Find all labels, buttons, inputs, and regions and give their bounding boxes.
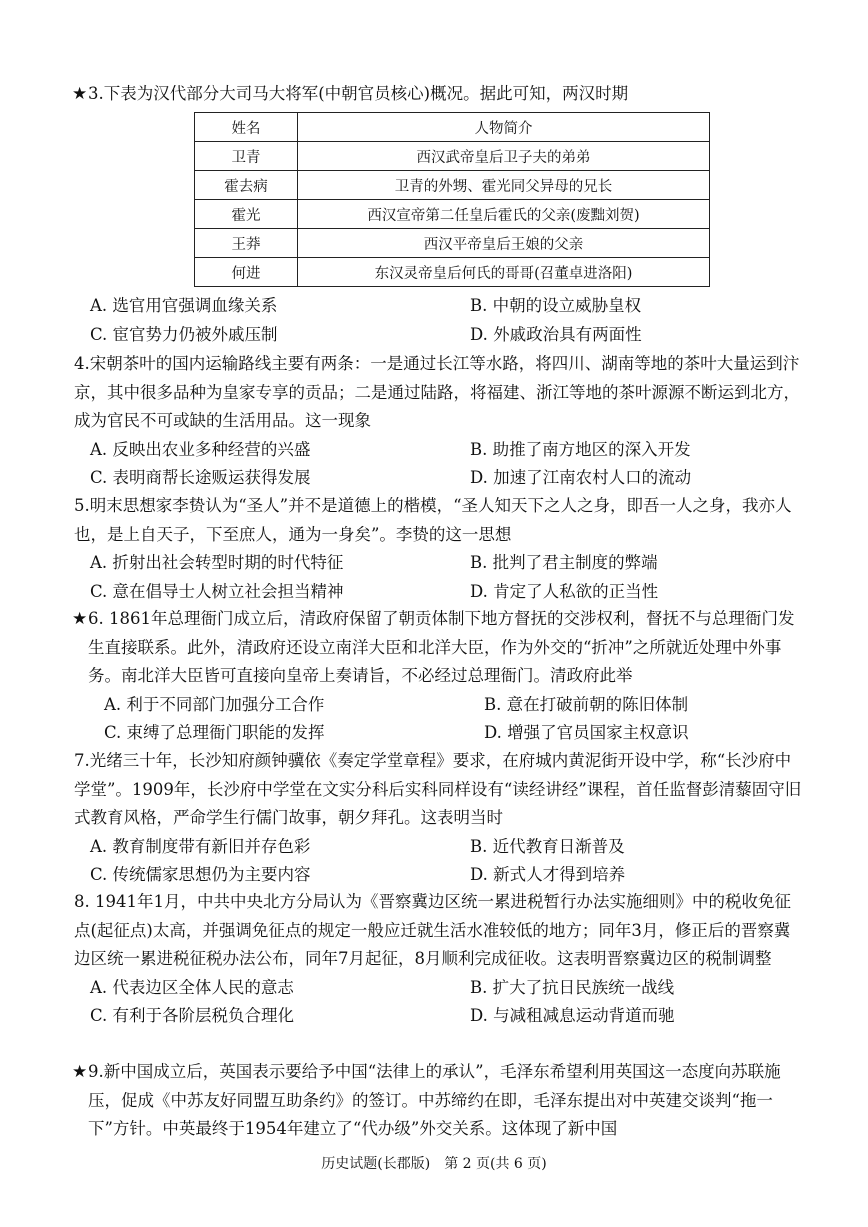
- option-d[interactable]: D. 加速了江南农村人口的流动: [470, 468, 692, 487]
- option-c[interactable]: C. 表明商帮长途贩运获得发展: [90, 468, 311, 487]
- option-d[interactable]: D. 外戚政治具有两面性: [470, 324, 642, 344]
- option-a[interactable]: A. 利于不同部门加强分工合作: [104, 694, 325, 714]
- table-row: [195, 258, 710, 287]
- option-c[interactable]: C. 宦官势力仍被外戚压制: [90, 324, 278, 344]
- option-a[interactable]: A. 教育制度带有新旧并存色彩: [90, 836, 311, 856]
- table-cell: 西汉宣帝第二任皇后霍氏的父亲(废黜刘贺): [298, 200, 710, 229]
- option-d[interactable]: D. 新式人才得到培养: [470, 865, 626, 884]
- option-c[interactable]: C. 传统儒家思想仍为主要内容: [90, 865, 311, 884]
- question-8-stem: 8. 1941年1月，中共中央北方分局认为《晋察冀边区统一累进税暂行办法实施细则》中的税收免征点(起征点)太高，并强调免征点的规定一般应迁就生活水准较低的地方；同年3月，修正后的晋察冀边区统一累进税征税办法公布，同年7月起征，8月顺利完成征收。这表明晋察冀边区的税制调整: [74, 892, 791, 968]
- option-b[interactable]: B. 扩大了抗日民族统一战线: [470, 977, 675, 997]
- table-header: 人物简介: [298, 113, 710, 142]
- official-table: [194, 112, 710, 287]
- star-mark: ★: [72, 1062, 88, 1082]
- question-9: [74, 1058, 804, 1144]
- option-b[interactable]: B. 助推了南方地区的深入开发: [470, 439, 691, 459]
- table-cell: 西汉武帝皇后卫子夫的弟弟: [298, 142, 710, 171]
- option-d[interactable]: D. 增强了官员国家主权意识: [484, 723, 689, 742]
- question-4: [74, 350, 804, 493]
- option-d[interactable]: D. 与减租减息运动背道而驰: [470, 1006, 675, 1025]
- star-mark: ★: [72, 609, 88, 629]
- question-4-stem: 4.宋朝茶叶的国内运输路线主要有两条：一是通过长江等水路，将四川、湖南等地的茶叶大量运到汴京，其中很多品种为皇家专享的贡品；二是通过陆路，将福建、浙江等地的茶叶源源不断运到北方，成为官民不可或缺的生活用品。这一现象: [74, 354, 800, 430]
- option-a[interactable]: A. 反映出农业多种经营的兴盛: [90, 439, 311, 459]
- table-cell: 东汉灵帝皇后何氏的哥哥(召董卓进洛阳): [298, 258, 710, 287]
- question-3-options: [74, 292, 804, 349]
- question-6-stem: 6. 1861年总理衙门成立后，清政府保留了朝贡体制下地方督抚的交涉权利，督抚不与总理衙门发生直接联系。此外，清政府还设立南洋大臣和北洋大臣，作为外交的“折冲”之所就近处理中外事务。南北洋大臣皆可直接向皇帝上奏请旨，不必经过总理衙门。清政府此举: [88, 609, 795, 685]
- question-6: [74, 605, 804, 748]
- table-header-row: [195, 113, 710, 142]
- table-header: 姓名: [195, 113, 298, 142]
- option-c[interactable]: C. 意在倡导士人树立社会担当精神: [90, 581, 344, 601]
- table-row: [195, 142, 710, 171]
- option-a[interactable]: A. 代表边区全体人民的意志: [90, 977, 294, 997]
- question-3: [74, 80, 804, 109]
- page-footer: 历史试题(长郡版) 第 2 页(共 6 页): [321, 1156, 547, 1172]
- table-cell: 卫青: [195, 142, 298, 171]
- table-cell: 霍光: [195, 200, 298, 229]
- table-row: [195, 200, 710, 229]
- option-c[interactable]: C. 束缚了总理衙门职能的发挥: [104, 723, 325, 742]
- option-d[interactable]: D. 肯定了人私欲的正当性: [470, 581, 659, 601]
- question-3-stem: 3.下表为汉代部分大司马大将军(中朝官员核心)概况。据此可知，两汉时期: [88, 84, 629, 103]
- table-row: [195, 171, 710, 200]
- table-cell: 卫青的外甥、霍光同父异母的兄长: [298, 171, 710, 200]
- table-row: [195, 229, 710, 258]
- option-b[interactable]: B. 意在打破前朝的陈旧体制: [484, 694, 689, 714]
- question-9-stem: 9.新中国成立后，英国表示要给予中国“法律上的承认”，毛泽东希望利用英国这一态度向苏联施压，促成《中苏友好同盟互助条约》的签订。中苏缔约在即，毛泽东提出对中英建交谈判“拖一下”方针。中英最终于1954年建立了“代办级”外交关系。这体现了新中国: [88, 1062, 781, 1138]
- table-cell: 王莽: [195, 229, 298, 258]
- question-7: [74, 747, 804, 890]
- option-a[interactable]: A. 选官用官强调血缘关系: [90, 296, 278, 315]
- question-5-stem: 5.明末思想家李贽认为“圣人”并不是道德上的楷模，“圣人知天下之人之身，即吾一人之身，我亦人也，是上自天子，下至庶人，通为一身矣”。李贽的这一思想: [74, 496, 792, 544]
- option-b[interactable]: B. 中朝的设立威胁皇权: [470, 296, 642, 315]
- table-cell: 何进: [195, 258, 298, 287]
- option-a[interactable]: A. 折射出社会转型时期的时代特征: [90, 553, 344, 572]
- question-8: [74, 888, 804, 1031]
- question-7-stem: 7.光绪三十年，长沙知府颜钟骥依《奏定学堂章程》要求，在府城内黄泥街开设中学，称“长沙府中学堂”。1909年，长沙府中学堂在文实分科后实科同样设有“读经讲经”课程，首任监督彭清藜固守旧式教育风格，严命学生行儒门故事，朝夕拜孔。这表明当时: [74, 751, 802, 827]
- question-5: [74, 492, 804, 606]
- option-c[interactable]: C. 有利于各阶层税负合理化: [90, 1006, 295, 1025]
- table-cell: 西汉平帝皇后王娘的父亲: [298, 229, 710, 258]
- option-b[interactable]: B. 近代教育日渐普及: [470, 836, 625, 856]
- table-cell: 霍去病: [195, 171, 298, 200]
- star-mark: ★: [72, 84, 88, 104]
- option-b[interactable]: B. 批判了君主制度的弊端: [470, 553, 658, 572]
